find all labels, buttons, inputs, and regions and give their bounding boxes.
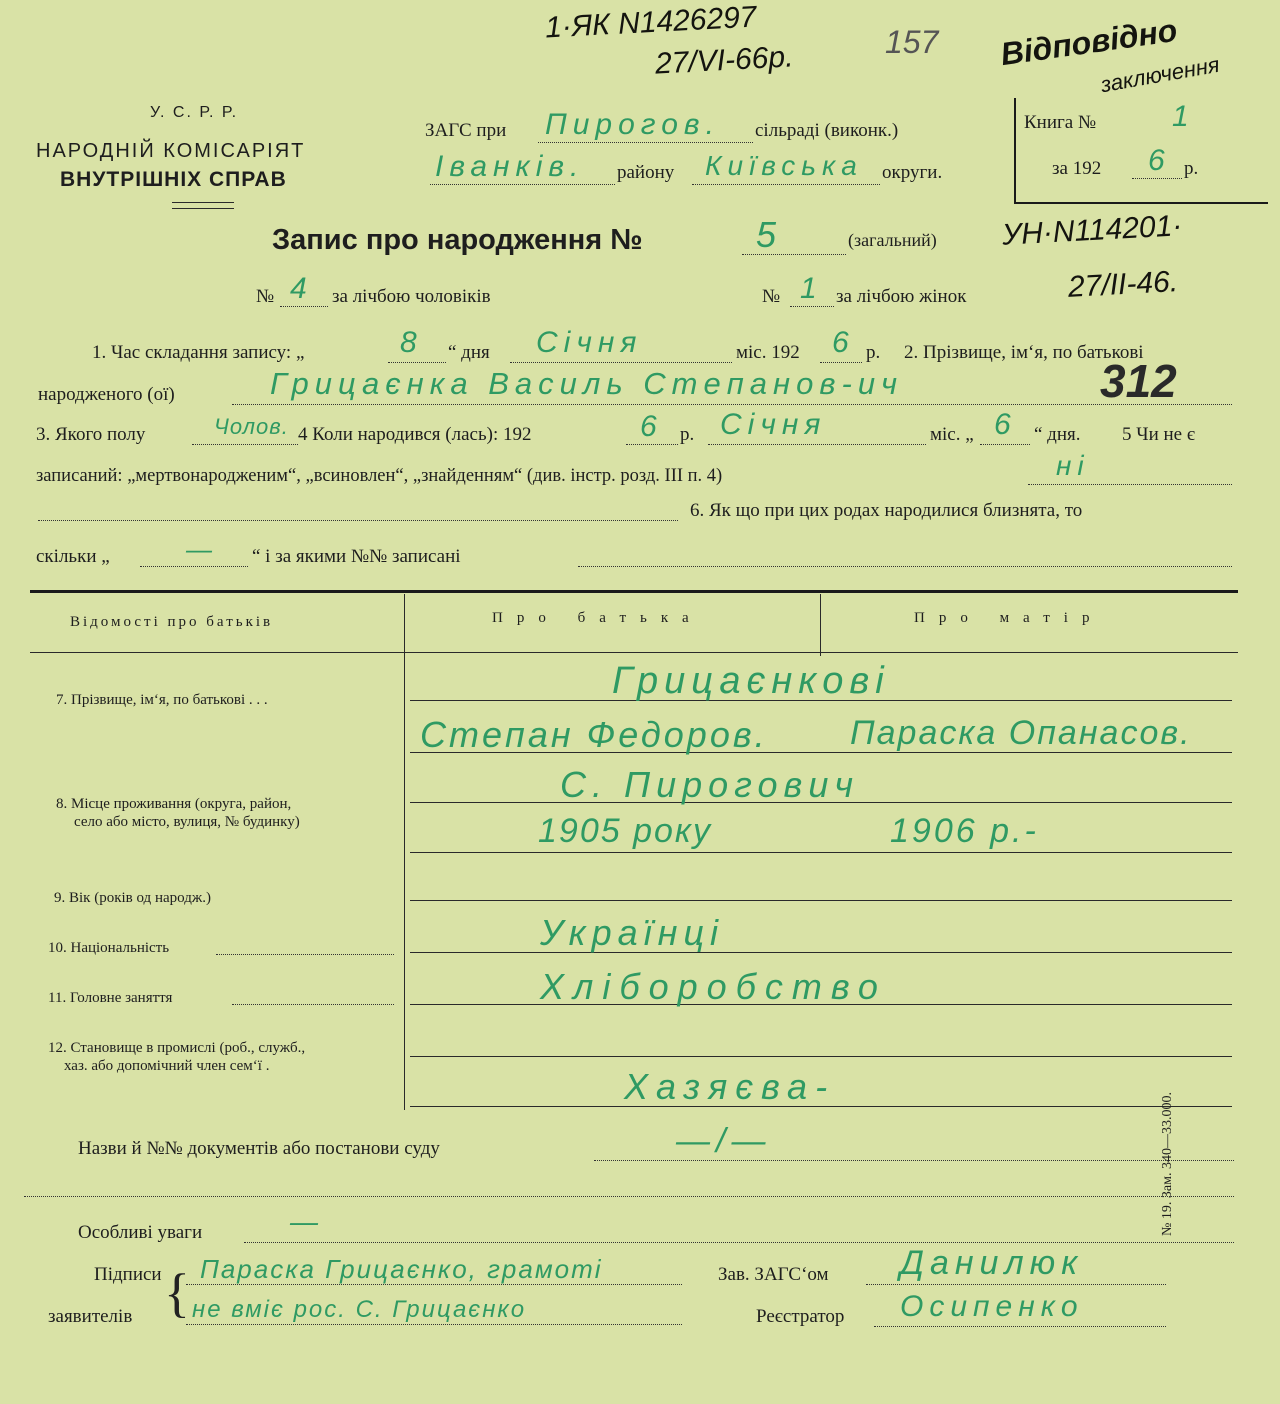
sign-value-2: не вміє рос. С. Грицаєнко (192, 1296, 527, 1323)
f6-line2-prefix: скільки „ (36, 546, 110, 567)
record-title: Запис про народження № (272, 224, 643, 256)
table-line-8 (410, 1056, 1232, 1057)
row-9-label: 9. Вік (років од народж.) (54, 890, 211, 906)
mother-birth-year: 1906 р.- (890, 812, 1039, 850)
f1-label: 1. Час складання запису: „ (92, 342, 305, 363)
f4-mis: міс. „ (930, 424, 974, 445)
docs-label: Назви й №№ документів або постанови суду (78, 1138, 440, 1159)
men-prefix: № (256, 286, 275, 307)
zags-district-suffix: району (617, 162, 675, 183)
f1-month-line (510, 362, 732, 363)
table-line-4 (410, 852, 1232, 853)
f6-label: 6. Як що при цих родах народилися близнята, то (690, 500, 1083, 521)
zags-okruha-suffix: округи. (882, 162, 943, 183)
women-prefix: № (762, 286, 781, 307)
record-general: (загальний) (848, 230, 937, 250)
table-header-divider (30, 652, 1238, 653)
row-10-dots (216, 954, 394, 955)
zags-prefix: ЗАГС при (425, 120, 507, 141)
women-line (790, 306, 834, 307)
registrar-label: Реєстратор (756, 1306, 845, 1327)
father-name: Степан Федоров. (420, 714, 768, 755)
row-12-label-line1: 12. Становище в промислі (роб., служб., (48, 1040, 306, 1056)
women-label: за лічбою жінок (836, 286, 967, 307)
header-divider-2 (172, 208, 234, 209)
docs-line (594, 1160, 1234, 1161)
f3-line (192, 444, 298, 445)
row-7-label: 7. Прізвище, ім‘я, по батькові . . . (56, 692, 268, 708)
residence: С. Пирогович (560, 764, 859, 805)
f1-day-suffix: “ дня (448, 342, 490, 363)
f4-month-line (708, 444, 926, 445)
f5-line (1028, 484, 1232, 485)
f4-day: 6 (994, 408, 1017, 441)
commissariat-line1: НАРОДНІЙ КОМІСАРІЯТ (36, 140, 306, 162)
men-label: за лічбою чоловіків (332, 286, 491, 307)
zags-village-line (538, 142, 753, 143)
right-ref-line1: УН·N114201· (1001, 209, 1184, 252)
book-year-suffix: р. (1184, 158, 1199, 179)
head-signature: Данилюк (900, 1244, 1084, 1282)
f4-month: Січня (720, 408, 827, 441)
f1-day: 8 (400, 326, 423, 359)
mark-157: 157 (885, 24, 939, 60)
sign-line-2 (186, 1324, 682, 1325)
table-col-divider-1 (404, 594, 405, 1110)
zags-village-value: Пирогов. (545, 108, 720, 141)
docs-line-2 (24, 1196, 1234, 1197)
men-value: 4 (290, 272, 313, 305)
f6-line2-suffix: “ і за якими №№ записані (252, 546, 461, 567)
f1-month: Січня (536, 326, 643, 359)
table-top-border (30, 590, 1238, 593)
nationality-value: Українці (540, 912, 725, 953)
col-header-father: Про батька (492, 610, 703, 626)
table-line-5 (410, 900, 1232, 901)
right-ref-line2: 27/II-46. (1067, 265, 1179, 304)
f1-day-line (388, 362, 446, 363)
scribble-top-right: Відповідно (998, 11, 1180, 73)
f1-year-suffix: р. (866, 342, 881, 363)
sign-value-1: Параска Грицаєнко, грамоті (200, 1254, 603, 1284)
sign-line-1 (186, 1284, 682, 1285)
f1-year-digit: 6 (832, 326, 855, 359)
f1-year-line (820, 362, 862, 363)
header-divider-1 (172, 202, 234, 203)
head-label: Зав. ЗАГС‘ом (718, 1264, 829, 1285)
f4-label: 4 Коли народився (лась): 192 (298, 424, 532, 445)
born-label: народженого (ої) (38, 384, 175, 405)
born-value: Грицаєнка Василь Степанов-ич (270, 366, 904, 401)
father-birth-year: 1905 року (538, 812, 712, 850)
position-value: Хазяєва- (624, 1066, 836, 1107)
book-year-line (1132, 178, 1182, 179)
f4-year-line (626, 444, 678, 445)
archive-ref-line1: 1·ЯК N1426297 (544, 0, 758, 45)
f4-day-line (980, 444, 1030, 445)
commissariat-line2: ВНУТРІШНІХ СПРАВ (60, 168, 287, 191)
table-col-divider-2 (820, 594, 821, 656)
row-11-dots (232, 1004, 394, 1005)
f6-twins-line (578, 566, 1232, 567)
f4-day-suffix: “ дня. (1034, 424, 1081, 445)
record-number-line (742, 254, 846, 255)
zags-district-line (430, 184, 615, 185)
book-year-prefix: за 192 (1052, 158, 1102, 179)
book-label: Книга № (1024, 112, 1097, 133)
scribble-top-right-2: заключення (1098, 51, 1222, 98)
f4-r: р. (680, 424, 695, 445)
table-line-6 (410, 952, 1232, 953)
notes-line (244, 1242, 1234, 1243)
zags-okruha-line (692, 184, 880, 185)
zags-village-suffix: сільраді (виконк.) (755, 120, 899, 141)
f6-count-line (140, 566, 248, 567)
sign-label-2: заявителів (48, 1306, 133, 1327)
book-year-digit: 6 (1148, 144, 1171, 177)
sign-brace: { (164, 1263, 190, 1323)
record-number: 5 (756, 214, 783, 255)
docs-value: —/— (676, 1122, 772, 1160)
men-line (280, 306, 328, 307)
col-header-info: Відомості про батьків (70, 614, 274, 630)
f4-year-digit: 6 (640, 410, 663, 443)
occupation-value: Хліборобство (540, 966, 887, 1007)
mother-name: Параска Опанасов. (850, 714, 1192, 752)
book-number: 1 (1172, 100, 1195, 133)
side-print-order: № 19. Зам. 340—33.000. (1160, 1092, 1175, 1236)
row-11-label: 11. Головне заняття (48, 990, 173, 1006)
parents-surname: Грицаєнкові (612, 660, 890, 702)
sign-label-1: Підписи (94, 1264, 162, 1285)
notes-label: Особливі уваги (78, 1222, 203, 1243)
f5-label: 5 Чи не є (1122, 424, 1196, 445)
ussr-label: У. С. Р. Р. (150, 104, 239, 121)
f6-count: — (186, 534, 218, 564)
f3-label: 3. Якого полу (36, 424, 146, 445)
f1-year-prefix: міс. 192 (736, 342, 800, 363)
f6-blank-line (38, 520, 678, 521)
row-12-label-line2: хаз. або допомічний член сем‘ї . (64, 1058, 270, 1074)
f3-value: Чолов. (214, 414, 289, 439)
registrar-line (874, 1326, 1166, 1327)
row-8-label-line1: 8. Місце проживання (округа, район, (56, 796, 292, 812)
f5-value: ні (1056, 450, 1090, 481)
zags-okruha-value: Київська (705, 150, 863, 181)
col-header-mother: Про матір (914, 610, 1104, 626)
head-line (866, 1284, 1166, 1285)
notes-value: — (290, 1206, 324, 1237)
zags-district-value: Іванків. (435, 150, 585, 183)
large-number: 312 (1100, 355, 1177, 407)
f2-label: 2. Прізвище, ім‘я, по батькові (904, 342, 1144, 363)
archive-ref-line2: 27/VI-66р. (654, 40, 795, 81)
women-value: 1 (800, 272, 823, 305)
row-8-label-line2: село або місто, вулиця, № будинку) (74, 814, 300, 830)
f5-line2: записаний: „мертвонародженим“, „всиновлен“, „знайденням“ (див. інстр. розд. III п. 4) (36, 466, 723, 486)
born-line (232, 404, 1232, 405)
row-10-label: 10. Національність (48, 940, 170, 956)
registrar-signature: Осипенко (900, 1290, 1084, 1323)
